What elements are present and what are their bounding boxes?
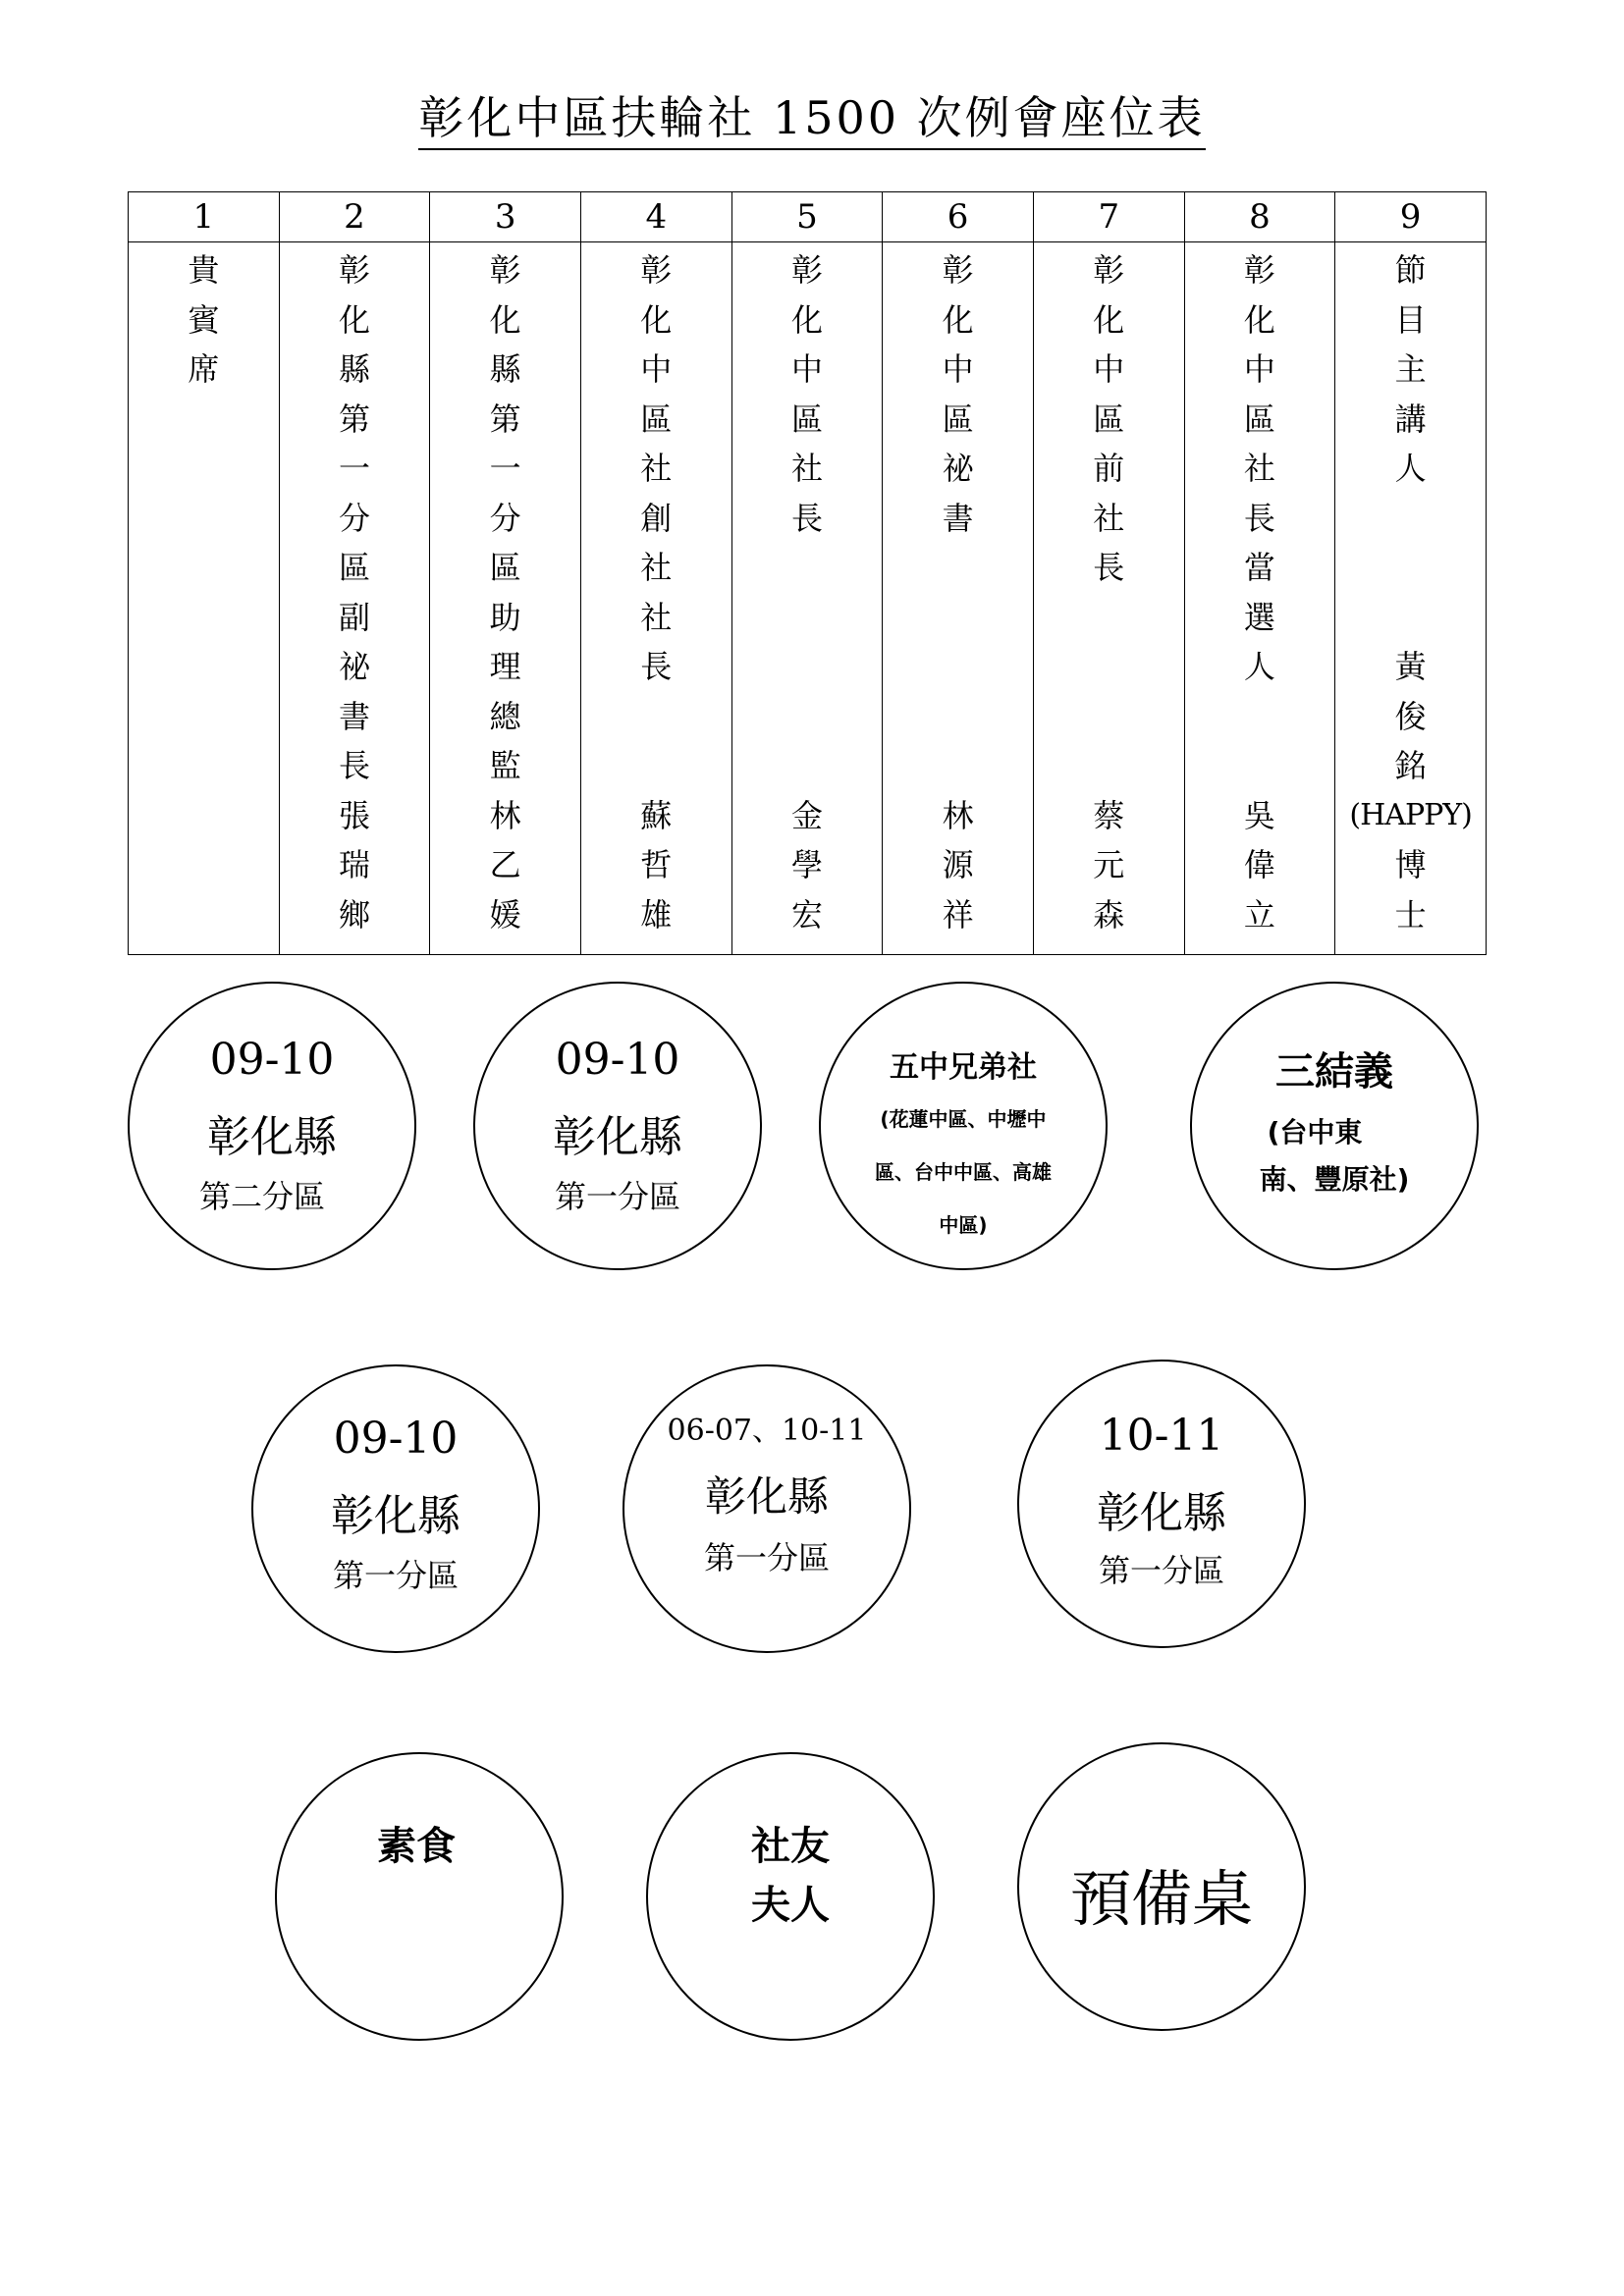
seat-char [883, 642, 1033, 692]
seat-char: 席 [188, 350, 220, 388]
seat-char [581, 741, 731, 791]
seat-char: 區 [640, 400, 673, 438]
seat-char: 一 [338, 450, 370, 487]
seat-char: 長 [790, 499, 823, 537]
table-note: 區、台中中區、高雄 [875, 1160, 1052, 1184]
seat-text [1034, 242, 1184, 939]
seat-char: 雄 [640, 895, 673, 934]
seat-char: 區 [790, 400, 823, 438]
seat-char: 中 [942, 350, 974, 388]
seat-char [732, 543, 883, 593]
seat-char: 區 [1093, 400, 1125, 438]
table-club: 彰化縣 [331, 1491, 460, 1541]
seat-char: 林 [489, 796, 521, 834]
table-district: 第一分區 [703, 1539, 830, 1576]
table-years: 09-10 [333, 1414, 459, 1464]
seat-char: 化 [338, 300, 370, 339]
table-club: 彰化縣 [553, 1112, 682, 1162]
seat-char [732, 692, 883, 742]
round-table [1017, 1742, 1306, 2031]
seat-char: 宏 [790, 895, 823, 934]
seat-char: 貴 [188, 251, 220, 289]
table-years: 10-11 [1099, 1411, 1224, 1461]
seat-char [1185, 692, 1335, 742]
seat-assignment-row [129, 242, 1487, 955]
seat-char: 當 [1243, 549, 1275, 586]
seat-char: 長 [1243, 499, 1275, 537]
table-note: 中區) [939, 1213, 988, 1237]
seat-char: 書 [942, 499, 974, 537]
round-table [623, 1364, 911, 1653]
seat-char: 黃 [1394, 648, 1427, 685]
seat-text [129, 242, 279, 395]
seat-char: 社 [790, 450, 823, 487]
round-table [1017, 1360, 1306, 1648]
seat-text [280, 242, 430, 939]
seat-char: 俊 [1394, 697, 1427, 735]
seat-cell [1184, 242, 1335, 955]
seat-number: 5 [731, 192, 883, 242]
seat-char: 吳 [1243, 796, 1275, 834]
round-table [275, 1752, 564, 2041]
seat-char [1034, 593, 1184, 643]
page-title: 彰化中區扶輪社 1500 次例會座位表 [0, 82, 1624, 147]
seat-char [1034, 741, 1184, 791]
seat-char: 區 [1243, 400, 1275, 438]
seat-char [1185, 741, 1335, 791]
seat-cell [883, 242, 1034, 955]
seat-char [883, 741, 1033, 791]
seat-char: 分 [338, 499, 370, 537]
table-note: (台中東 [1267, 1116, 1363, 1148]
seat-char: 蘇 [640, 796, 673, 834]
table-years: 09-10 [209, 1035, 335, 1085]
seat-char: 理 [489, 648, 521, 685]
seat-char: 監 [489, 747, 521, 784]
table-note: (花蓮中區、中壢中 [880, 1107, 1047, 1131]
seat-char: 長 [640, 648, 673, 685]
table-group: 五中兄弟社 [890, 1050, 1037, 1085]
seat-char: 彰 [640, 251, 673, 289]
seat-number: 7 [1033, 192, 1184, 242]
seat-char: 一 [489, 450, 521, 487]
seat-char [883, 543, 1033, 593]
seat-char: 總 [489, 697, 521, 735]
table-years: 09-10 [555, 1035, 680, 1085]
seat-text [1335, 242, 1486, 939]
seat-char: 創 [640, 499, 673, 537]
seat-char: 彰 [1243, 251, 1275, 289]
seat-char: 祥 [942, 895, 974, 934]
seat-char: 副 [338, 598, 370, 636]
seat-char: 社 [640, 598, 673, 636]
seat-char: 彰 [489, 251, 521, 289]
seat-char: 化 [640, 300, 673, 339]
seat-number: 6 [883, 192, 1034, 242]
seat-text [430, 242, 580, 939]
seat-char [883, 593, 1033, 643]
seat-number: 1 [129, 192, 280, 242]
table-club: 彰化縣 [207, 1112, 337, 1162]
seat-char: 助 [489, 598, 521, 636]
seat-char: 鄉 [338, 895, 370, 934]
seat-char: 區 [338, 549, 370, 586]
seat-char: 化 [1243, 300, 1275, 339]
seat-char: 前 [1093, 450, 1125, 487]
seat-char: 區 [942, 400, 974, 438]
seat-char [1335, 543, 1486, 593]
seat-char: 偉 [1243, 846, 1275, 883]
seat-char: 彰 [790, 251, 823, 289]
seat-text [1185, 242, 1335, 939]
seat-char: 森 [1093, 895, 1125, 934]
seat-number-row [129, 192, 1487, 242]
table-group: 三結義 [1275, 1049, 1393, 1095]
seat-cell [731, 242, 883, 955]
seat-char: 第 [338, 400, 370, 438]
seat-char: 社 [640, 549, 673, 586]
seat-char [1335, 593, 1486, 643]
round-table [819, 982, 1108, 1270]
seat-char: 媛 [489, 895, 521, 934]
round-table [646, 1752, 935, 2041]
seat-text [581, 242, 731, 939]
table-club: 彰化縣 [704, 1472, 829, 1521]
seat-char [581, 692, 731, 742]
seat-char: 林 [942, 796, 974, 834]
seat-char [732, 741, 883, 791]
seat-char: 選 [1243, 598, 1275, 636]
seat-char: 博 [1394, 846, 1427, 883]
seat-char: 中 [790, 350, 823, 388]
seat-cell [279, 242, 430, 955]
table-district: 第一分區 [1098, 1552, 1224, 1589]
seat-char: 人 [1394, 450, 1427, 487]
seat-cell [129, 242, 280, 955]
table-district: 第一分區 [332, 1557, 459, 1594]
table-group: 預備桌 [1069, 1863, 1253, 1935]
seat-char: 人 [1243, 648, 1275, 685]
seat-number: 8 [1184, 192, 1335, 242]
seat-char: 區 [489, 549, 521, 586]
seat-char: 縣 [489, 350, 521, 388]
seat-char: 書 [338, 697, 370, 735]
seat-char: 主 [1394, 350, 1427, 388]
seat-char: 中 [640, 350, 673, 388]
seat-char: 士 [1394, 895, 1427, 934]
seat-char: 哲 [640, 846, 673, 883]
seat-char: 社 [640, 450, 673, 487]
seat-char: 立 [1243, 895, 1275, 934]
seat-char: 化 [942, 300, 974, 339]
seat-char [883, 692, 1033, 742]
seat-char: 節 [1394, 251, 1427, 289]
seat-char: (HAPPY) [1349, 797, 1472, 832]
seat-char: 第 [489, 400, 521, 438]
seat-char [1034, 692, 1184, 742]
table-group: 夫人 [751, 1883, 830, 1928]
seat-char: 祕 [338, 648, 370, 685]
seat-char: 縣 [338, 350, 370, 388]
seat-char [732, 593, 883, 643]
seat-char [1034, 642, 1184, 692]
seat-cell [1033, 242, 1184, 955]
table-district: 第一分區 [554, 1178, 680, 1215]
seat-char: 元 [1093, 846, 1125, 883]
seat-text [883, 242, 1033, 939]
seat-char: 賓 [188, 300, 220, 339]
seat-char: 彰 [1093, 251, 1125, 289]
seat-char: 講 [1394, 400, 1427, 438]
seat-number: 4 [580, 192, 731, 242]
seat-char: 中 [1093, 350, 1125, 388]
seat-cell [430, 242, 581, 955]
table-group: 社友 [751, 1824, 830, 1869]
seat-char: 源 [942, 846, 974, 883]
head-table-seating [128, 191, 1487, 955]
seat-char: 社 [1243, 450, 1275, 487]
seat-char: 學 [790, 846, 823, 883]
seat-char: 彰 [338, 251, 370, 289]
seat-char: 金 [790, 796, 823, 834]
seat-char: 長 [338, 747, 370, 784]
seat-char: 乙 [489, 846, 521, 883]
seat-text [732, 242, 883, 939]
seat-char: 祕 [942, 450, 974, 487]
seat-char: 銘 [1394, 747, 1427, 784]
round-table [1190, 982, 1479, 1270]
seat-char: 社 [1093, 499, 1125, 537]
seat-char: 瑞 [338, 846, 370, 883]
seat-cell [580, 242, 731, 955]
seat-number: 9 [1335, 192, 1487, 242]
table-note: 南、豐原社) [1259, 1163, 1410, 1196]
table-club: 彰化縣 [1097, 1488, 1226, 1538]
seat-char: 化 [1093, 300, 1125, 339]
seat-number: 3 [430, 192, 581, 242]
round-table [128, 982, 416, 1270]
seat-char [1335, 494, 1486, 544]
seat-char: 彰 [942, 251, 974, 289]
table-district: 第二分區 [198, 1178, 325, 1215]
seat-char: 化 [790, 300, 823, 339]
seat-char: 張 [338, 796, 370, 834]
seat-cell [1335, 242, 1487, 955]
table-group: 素食 [377, 1824, 456, 1869]
table-years: 06-07、10-11 [667, 1414, 867, 1448]
seat-number: 2 [279, 192, 430, 242]
seat-char: 蔡 [1093, 796, 1125, 834]
seat-char: 中 [1243, 350, 1275, 388]
round-table [251, 1364, 540, 1653]
seat-char: 長 [1093, 549, 1125, 586]
seat-char: 目 [1394, 300, 1427, 339]
round-table [473, 982, 762, 1270]
seat-char: 化 [489, 300, 521, 339]
seat-char [732, 642, 883, 692]
seat-char: 分 [489, 499, 521, 537]
